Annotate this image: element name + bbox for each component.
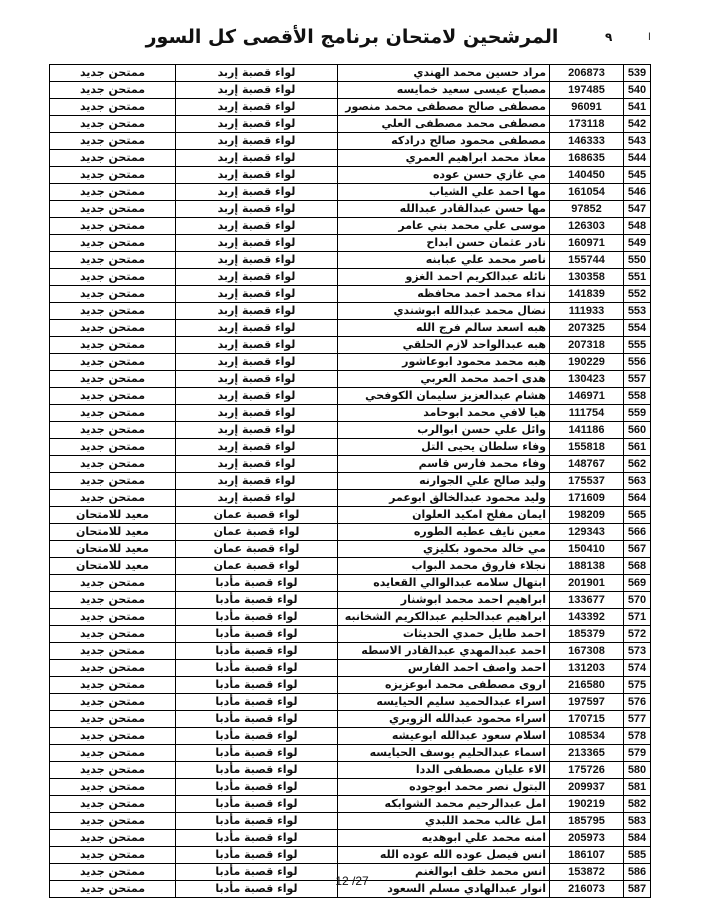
status-cell: ممتحن جديد bbox=[50, 99, 176, 116]
name-cell: ايمان مفلح امكيد العلوان bbox=[338, 507, 550, 524]
status-cell: ممتحن جديد bbox=[50, 677, 176, 694]
table-row bbox=[50, 558, 651, 575]
seq-cell: 543 bbox=[624, 133, 651, 150]
status-cell: ممتحن جديد bbox=[50, 116, 176, 133]
seq-cell: 567 bbox=[624, 541, 651, 558]
status-cell: ممتحن جديد bbox=[50, 439, 176, 456]
seq-cell: 546 bbox=[624, 184, 651, 201]
seq-cell: 563 bbox=[624, 473, 651, 490]
district-cell: لواء قصبة مأدبا bbox=[176, 830, 338, 847]
name-cell: هشام عبدالعزيز سليمان الكوفحي bbox=[338, 388, 550, 405]
table-row bbox=[50, 830, 651, 847]
district-cell: لواء قصبة مأدبا bbox=[176, 626, 338, 643]
name-cell: وفاء سلطان يحيى التل bbox=[338, 439, 550, 456]
seq-cell: 564 bbox=[624, 490, 651, 507]
id-cell: 129343 bbox=[550, 524, 624, 541]
table-row bbox=[50, 677, 651, 694]
status-cell: ممتحن جديد bbox=[50, 235, 176, 252]
page-number: 12 /27 bbox=[335, 874, 369, 888]
district-cell: لواء قصبة عمان bbox=[176, 507, 338, 524]
status-cell: معيد للامتحان bbox=[50, 507, 176, 524]
seq-cell: 547 bbox=[624, 201, 651, 218]
table-row bbox=[50, 99, 651, 116]
seq-cell: 545 bbox=[624, 167, 651, 184]
district-cell: لواء قصبة مأدبا bbox=[176, 660, 338, 677]
seq-cell: 550 bbox=[624, 252, 651, 269]
district-cell: لواء قصبة إربد bbox=[176, 354, 338, 371]
id-cell: 130423 bbox=[550, 371, 624, 388]
district-cell: لواء قصبة إربد bbox=[176, 65, 338, 82]
status-cell: ممتحن جديد bbox=[50, 133, 176, 150]
seq-cell: 554 bbox=[624, 320, 651, 337]
table-row bbox=[50, 354, 651, 371]
name-cell: احمد طايل حمدي الحديثات bbox=[338, 626, 550, 643]
status-cell: ممتحن جديد bbox=[50, 881, 176, 898]
table-row bbox=[50, 694, 651, 711]
id-cell: 185379 bbox=[550, 626, 624, 643]
id-cell: 173118 bbox=[550, 116, 624, 133]
status-cell: ممتحن جديد bbox=[50, 405, 176, 422]
name-cell: هبه عبدالواحد لازم الحلقي bbox=[338, 337, 550, 354]
table-row bbox=[50, 660, 651, 677]
name-cell: ابراهيم عبدالحليم عبدالكريم الشخانبه bbox=[338, 609, 550, 626]
name-cell: وفاء محمد فارس قاسم bbox=[338, 456, 550, 473]
id-cell: 155744 bbox=[550, 252, 624, 269]
name-cell: مصطفى صالح مصطفى محمد منصور bbox=[338, 99, 550, 116]
id-cell: 186107 bbox=[550, 847, 624, 864]
table-row bbox=[50, 405, 651, 422]
status-cell: ممتحن جديد bbox=[50, 643, 176, 660]
table-row bbox=[50, 82, 651, 99]
status-cell: ممتحن جديد bbox=[50, 337, 176, 354]
seq-cell: 583 bbox=[624, 813, 651, 830]
district-cell: لواء قصبة إربد bbox=[176, 388, 338, 405]
id-cell: 97852 bbox=[550, 201, 624, 218]
status-cell: ممتحن جديد bbox=[50, 252, 176, 269]
id-cell: 130358 bbox=[550, 269, 624, 286]
table-row bbox=[50, 711, 651, 728]
name-cell: هبه محمد محمود ابوعاشور bbox=[338, 354, 550, 371]
seq-cell: 577 bbox=[624, 711, 651, 728]
status-cell: ممتحن جديد bbox=[50, 694, 176, 711]
id-cell: 197485 bbox=[550, 82, 624, 99]
corner-mark: ا bbox=[648, 32, 651, 43]
status-cell: معيد للامتحان bbox=[50, 524, 176, 541]
id-cell: 213365 bbox=[550, 745, 624, 762]
name-cell: مي خالد محمود بكليزي bbox=[338, 541, 550, 558]
status-cell: ممتحن جديد bbox=[50, 592, 176, 609]
id-cell: 207318 bbox=[550, 337, 624, 354]
status-cell: ممتحن جديد bbox=[50, 830, 176, 847]
status-cell: ممتحن جديد bbox=[50, 796, 176, 813]
id-cell: 216580 bbox=[550, 677, 624, 694]
seq-cell: 582 bbox=[624, 796, 651, 813]
name-cell: احمد واصف احمد الفارس bbox=[338, 660, 550, 677]
district-cell: لواء قصبة إربد bbox=[176, 473, 338, 490]
district-cell: لواء قصبة إربد bbox=[176, 456, 338, 473]
name-cell: وائل علي حسن ابوالرب bbox=[338, 422, 550, 439]
table-row bbox=[50, 490, 651, 507]
status-cell: ممتحن جديد bbox=[50, 303, 176, 320]
table-row bbox=[50, 762, 651, 779]
name-cell: مصطفى محمود صالح درادكه bbox=[338, 133, 550, 150]
name-cell: مراد حسين محمد الهندي bbox=[338, 65, 550, 82]
seq-cell: 569 bbox=[624, 575, 651, 592]
seq-cell: 555 bbox=[624, 337, 651, 354]
table-row bbox=[50, 184, 651, 201]
table-row bbox=[50, 575, 651, 592]
table-row bbox=[50, 626, 651, 643]
name-cell: امنه محمد علي ابوهديه bbox=[338, 830, 550, 847]
id-cell: 111754 bbox=[550, 405, 624, 422]
district-cell: لواء قصبة مأدبا bbox=[176, 694, 338, 711]
status-cell: ممتحن جديد bbox=[50, 354, 176, 371]
table-row bbox=[50, 847, 651, 864]
seq-cell: 570 bbox=[624, 592, 651, 609]
name-cell: نضال محمد عبدالله ابوشندي bbox=[338, 303, 550, 320]
district-cell: لواء قصبة إربد bbox=[176, 235, 338, 252]
id-cell: 216073 bbox=[550, 881, 624, 898]
table-row bbox=[50, 133, 651, 150]
name-cell: مصباح عيسى سعيد خمايسه bbox=[338, 82, 550, 99]
status-cell: ممتحن جديد bbox=[50, 864, 176, 881]
name-cell: ابتهال سلامه عبدالوالي القعايده bbox=[338, 575, 550, 592]
seq-cell: 578 bbox=[624, 728, 651, 745]
district-cell: لواء قصبة مأدبا bbox=[176, 677, 338, 694]
table-row bbox=[50, 439, 651, 456]
status-cell: ممتحن جديد bbox=[50, 388, 176, 405]
status-cell: ممتحن جديد bbox=[50, 218, 176, 235]
name-cell: اسماء عبدالحليم يوسف الحيايسه bbox=[338, 745, 550, 762]
status-cell: ممتحن جديد bbox=[50, 371, 176, 388]
seq-cell: 558 bbox=[624, 388, 651, 405]
id-cell: 146971 bbox=[550, 388, 624, 405]
status-cell: ممتحن جديد bbox=[50, 320, 176, 337]
district-cell: لواء قصبة إربد bbox=[176, 201, 338, 218]
id-cell: 146333 bbox=[550, 133, 624, 150]
seq-cell: 574 bbox=[624, 660, 651, 677]
id-cell: 153872 bbox=[550, 864, 624, 881]
seq-cell: 539 bbox=[624, 65, 651, 82]
name-cell: مي غازي حسن عوده bbox=[338, 167, 550, 184]
name-cell: مها حسن عبدالقادر عبدالله bbox=[338, 201, 550, 218]
name-cell: امل غالب محمد اللبدي bbox=[338, 813, 550, 830]
seq-cell: 573 bbox=[624, 643, 651, 660]
seq-cell: 552 bbox=[624, 286, 651, 303]
seq-cell: 551 bbox=[624, 269, 651, 286]
status-cell: ممتحن جديد bbox=[50, 660, 176, 677]
seq-cell: 571 bbox=[624, 609, 651, 626]
district-cell: لواء قصبة إربد bbox=[176, 99, 338, 116]
district-cell: لواء قصبة إربد bbox=[176, 150, 338, 167]
table-row bbox=[50, 167, 651, 184]
status-cell: ممتحن جديد bbox=[50, 745, 176, 762]
candidates-table-body bbox=[50, 65, 651, 898]
status-cell: ممتحن جديد bbox=[50, 626, 176, 643]
id-cell: 175537 bbox=[550, 473, 624, 490]
district-cell: لواء قصبة إربد bbox=[176, 405, 338, 422]
name-cell: احمد عبدالمهدي عبدالقادر الاسطه bbox=[338, 643, 550, 660]
table-row bbox=[50, 388, 651, 405]
table-row bbox=[50, 541, 651, 558]
district-cell: لواء قصبة إربد bbox=[176, 133, 338, 150]
name-cell: مصطفى محمد مصطفى العلي bbox=[338, 116, 550, 133]
name-cell: انس محمد خلف ابوالغنم bbox=[338, 864, 550, 881]
seq-cell: 584 bbox=[624, 830, 651, 847]
table-row bbox=[50, 269, 651, 286]
name-cell: هيا لافي محمد ابوحامد bbox=[338, 405, 550, 422]
id-cell: 160971 bbox=[550, 235, 624, 252]
seq-cell: 556 bbox=[624, 354, 651, 371]
district-cell: لواء قصبة عمان bbox=[176, 541, 338, 558]
table-row bbox=[50, 592, 651, 609]
id-cell: 206873 bbox=[550, 65, 624, 82]
seq-cell: 540 bbox=[624, 82, 651, 99]
name-cell: انوار عبدالهادي مسلم السعود bbox=[338, 881, 550, 898]
seq-cell: 544 bbox=[624, 150, 651, 167]
status-cell: معيد للامتحان bbox=[50, 541, 176, 558]
name-cell: هدى احمد محمد العربي bbox=[338, 371, 550, 388]
seq-cell: 585 bbox=[624, 847, 651, 864]
district-cell: لواء قصبة مأدبا bbox=[176, 881, 338, 898]
table-row bbox=[50, 609, 651, 626]
id-cell: 143392 bbox=[550, 609, 624, 626]
name-cell: معاذ محمد ابراهيم العمري bbox=[338, 150, 550, 167]
status-cell: ممتحن جديد bbox=[50, 609, 176, 626]
table-row bbox=[50, 728, 651, 745]
id-cell: 161054 bbox=[550, 184, 624, 201]
table-row bbox=[50, 643, 651, 660]
table-row bbox=[50, 473, 651, 490]
status-cell: ممتحن جديد bbox=[50, 201, 176, 218]
seq-cell: 562 bbox=[624, 456, 651, 473]
seq-cell: 576 bbox=[624, 694, 651, 711]
id-cell: 126303 bbox=[550, 218, 624, 235]
district-cell: لواء قصبة إربد bbox=[176, 116, 338, 133]
district-cell: لواء قصبة مأدبا bbox=[176, 711, 338, 728]
seq-cell: 581 bbox=[624, 779, 651, 796]
id-cell: 209937 bbox=[550, 779, 624, 796]
id-cell: 167308 bbox=[550, 643, 624, 660]
seq-cell: 579 bbox=[624, 745, 651, 762]
table-row bbox=[50, 150, 651, 167]
name-cell: اسراء عبدالحميد سليم الحيايسه bbox=[338, 694, 550, 711]
name-cell: موسى علي محمد بني عامر bbox=[338, 218, 550, 235]
name-cell: ابراهيم احمد محمد ابوشنار bbox=[338, 592, 550, 609]
status-cell: ممتحن جديد bbox=[50, 779, 176, 796]
name-cell: اسلام سعود عبدالله ابوعيشه bbox=[338, 728, 550, 745]
id-cell: 175726 bbox=[550, 762, 624, 779]
id-cell: 155818 bbox=[550, 439, 624, 456]
status-cell: ممتحن جديد bbox=[50, 82, 176, 99]
table-row bbox=[50, 507, 651, 524]
district-cell: لواء قصبة مأدبا bbox=[176, 728, 338, 745]
table-row bbox=[50, 201, 651, 218]
name-cell: مها احمد علي الشياب bbox=[338, 184, 550, 201]
district-cell: لواء قصبة مأدبا bbox=[176, 813, 338, 830]
name-cell: معين نايف عطيه الطوره bbox=[338, 524, 550, 541]
district-cell: لواء قصبة عمان bbox=[176, 558, 338, 575]
table-row bbox=[50, 337, 651, 354]
id-cell: 201901 bbox=[550, 575, 624, 592]
id-cell: 190229 bbox=[550, 354, 624, 371]
district-cell: لواء قصبة إربد bbox=[176, 439, 338, 456]
id-cell: 96091 bbox=[550, 99, 624, 116]
seq-cell: 548 bbox=[624, 218, 651, 235]
district-cell: لواء قصبة إربد bbox=[176, 337, 338, 354]
status-cell: ممتحن جديد bbox=[50, 813, 176, 830]
name-cell: وليد صالح علي الجوارنه bbox=[338, 473, 550, 490]
district-cell: لواء قصبة عمان bbox=[176, 524, 338, 541]
id-cell: 148767 bbox=[550, 456, 624, 473]
status-cell: ممتحن جديد bbox=[50, 167, 176, 184]
status-cell: ممتحن جديد bbox=[50, 473, 176, 490]
seq-cell: 541 bbox=[624, 99, 651, 116]
name-cell: انس فيصل عوده الله عوده الله bbox=[338, 847, 550, 864]
status-cell: ممتحن جديد bbox=[50, 728, 176, 745]
id-cell: 190219 bbox=[550, 796, 624, 813]
seq-cell: 549 bbox=[624, 235, 651, 252]
district-cell: لواء قصبة مأدبا bbox=[176, 643, 338, 660]
table-row bbox=[50, 235, 651, 252]
status-cell: ممتحن جديد bbox=[50, 286, 176, 303]
district-cell: لواء قصبة مأدبا bbox=[176, 779, 338, 796]
id-cell: 140450 bbox=[550, 167, 624, 184]
seq-cell: 559 bbox=[624, 405, 651, 422]
status-cell: ممتحن جديد bbox=[50, 847, 176, 864]
table-row bbox=[50, 218, 651, 235]
status-cell: ممتحن جديد bbox=[50, 65, 176, 82]
status-cell: ممتحن جديد bbox=[50, 490, 176, 507]
seq-cell: 561 bbox=[624, 439, 651, 456]
table-row bbox=[50, 303, 651, 320]
seq-cell: 566 bbox=[624, 524, 651, 541]
seq-cell: 572 bbox=[624, 626, 651, 643]
table-row bbox=[50, 813, 651, 830]
status-cell: معيد للامتحان bbox=[50, 558, 176, 575]
district-cell: لواء قصبة إربد bbox=[176, 303, 338, 320]
seq-cell: 542 bbox=[624, 116, 651, 133]
name-cell: ناصر محمد علي عبابنه bbox=[338, 252, 550, 269]
district-cell: لواء قصبة مأدبا bbox=[176, 796, 338, 813]
district-cell: لواء قصبة إربد bbox=[176, 167, 338, 184]
id-cell: 207325 bbox=[550, 320, 624, 337]
district-cell: لواء قصبة مأدبا bbox=[176, 575, 338, 592]
district-cell: لواء قصبة إربد bbox=[176, 218, 338, 235]
table-row bbox=[50, 745, 651, 762]
id-cell: 170715 bbox=[550, 711, 624, 728]
district-cell: لواء قصبة إربد bbox=[176, 422, 338, 439]
id-cell: 141839 bbox=[550, 286, 624, 303]
name-cell: نجلاء فاروق محمد البواب bbox=[338, 558, 550, 575]
seq-cell: 553 bbox=[624, 303, 651, 320]
seq-cell: 580 bbox=[624, 762, 651, 779]
status-cell: ممتحن جديد bbox=[50, 575, 176, 592]
id-cell: 171609 bbox=[550, 490, 624, 507]
page-mark: ٩ bbox=[605, 30, 613, 44]
district-cell: لواء قصبة إربد bbox=[176, 252, 338, 269]
status-cell: ممتحن جديد bbox=[50, 762, 176, 779]
candidates-table bbox=[49, 64, 651, 898]
status-cell: ممتحن جديد bbox=[50, 184, 176, 201]
table-row bbox=[50, 320, 651, 337]
district-cell: لواء قصبة إربد bbox=[176, 490, 338, 507]
name-cell: البتول نصر محمد ابوجوده bbox=[338, 779, 550, 796]
district-cell: لواء قصبة إربد bbox=[176, 269, 338, 286]
status-cell: ممتحن جديد bbox=[50, 422, 176, 439]
table-row bbox=[50, 779, 651, 796]
status-cell: ممتحن جديد bbox=[50, 269, 176, 286]
name-cell: نادر عثمان حسن ابداح bbox=[338, 235, 550, 252]
id-cell: 198209 bbox=[550, 507, 624, 524]
district-cell: لواء قصبة إربد bbox=[176, 82, 338, 99]
name-cell: وليد محمود عبدالخالق ابوعمر bbox=[338, 490, 550, 507]
id-cell: 188138 bbox=[550, 558, 624, 575]
status-cell: ممتحن جديد bbox=[50, 456, 176, 473]
district-cell: لواء قصبة مأدبا bbox=[176, 847, 338, 864]
id-cell: 205973 bbox=[550, 830, 624, 847]
status-cell: ممتحن جديد bbox=[50, 150, 176, 167]
id-cell: 168635 bbox=[550, 150, 624, 167]
id-cell: 197597 bbox=[550, 694, 624, 711]
status-cell: ممتحن جديد bbox=[50, 711, 176, 728]
id-cell: 185795 bbox=[550, 813, 624, 830]
district-cell: لواء قصبة مأدبا bbox=[176, 864, 338, 881]
district-cell: لواء قصبة مأدبا bbox=[176, 592, 338, 609]
district-cell: لواء قصبة إربد bbox=[176, 286, 338, 303]
district-cell: لواء قصبة مأدبا bbox=[176, 609, 338, 626]
name-cell: نائله عبدالكريم احمد الغزو bbox=[338, 269, 550, 286]
name-cell: نداء محمد احمد محافظه bbox=[338, 286, 550, 303]
seq-cell: 557 bbox=[624, 371, 651, 388]
district-cell: لواء قصبة إربد bbox=[176, 320, 338, 337]
table-row bbox=[50, 371, 651, 388]
id-cell: 133677 bbox=[550, 592, 624, 609]
table-row bbox=[50, 252, 651, 269]
name-cell: اروى مصطفى محمد ابوعزيزه bbox=[338, 677, 550, 694]
name-cell: امل عبدالرحيم محمد الشوابكه bbox=[338, 796, 550, 813]
table-row bbox=[50, 422, 651, 439]
page-title: المرشحين لامتحان برنامج الأقصى كل السور bbox=[145, 26, 559, 48]
district-cell: لواء قصبة مأدبا bbox=[176, 762, 338, 779]
table-row bbox=[50, 456, 651, 473]
seq-cell: 587 bbox=[624, 881, 651, 898]
seq-cell: 575 bbox=[624, 677, 651, 694]
id-cell: 141186 bbox=[550, 422, 624, 439]
seq-cell: 568 bbox=[624, 558, 651, 575]
table-row bbox=[50, 286, 651, 303]
district-cell: لواء قصبة إربد bbox=[176, 184, 338, 201]
name-cell: هبه اسعد سالم فرج الله bbox=[338, 320, 550, 337]
seq-cell: 560 bbox=[624, 422, 651, 439]
id-cell: 150410 bbox=[550, 541, 624, 558]
id-cell: 131203 bbox=[550, 660, 624, 677]
table-row bbox=[50, 796, 651, 813]
name-cell: اسراء محمود عبدالله الزويري bbox=[338, 711, 550, 728]
seq-cell: 565 bbox=[624, 507, 651, 524]
table-row bbox=[50, 65, 651, 82]
district-cell: لواء قصبة إربد bbox=[176, 371, 338, 388]
seq-cell: 586 bbox=[624, 864, 651, 881]
id-cell: 111933 bbox=[550, 303, 624, 320]
name-cell: الاء عليان مصطفى الددا bbox=[338, 762, 550, 779]
district-cell: لواء قصبة مأدبا bbox=[176, 745, 338, 762]
table-row bbox=[50, 524, 651, 541]
table-row bbox=[50, 116, 651, 133]
id-cell: 108534 bbox=[550, 728, 624, 745]
